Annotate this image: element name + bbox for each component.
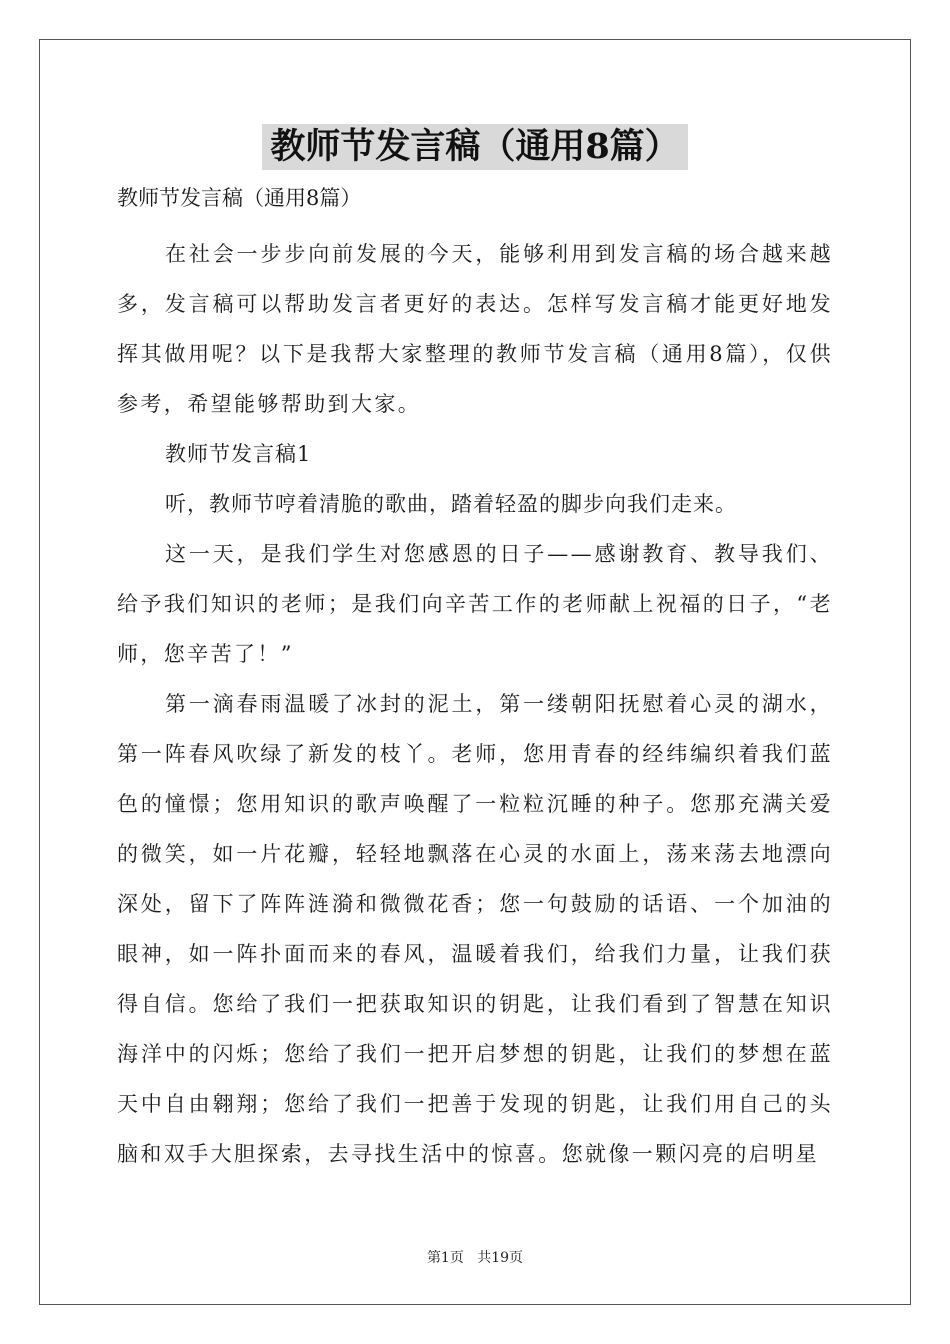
body-paragraph: 这一天，是我们学生对您感恩的日子——感谢教育、教导我们、给予我们知识的老师；是我们向辛苦工作的老师献上祝福的日子，“老师，您辛苦了！” [117,542,833,666]
page-footer [0,1248,950,1268]
document-title: 教师节发言稿（通用8篇） [262,124,687,170]
title-block [0,124,950,170]
page-total: 共19页 [477,1250,524,1266]
intro-paragraph: 在社会一步步向前发展的今天，能够利用到发言稿的场合越来越多，发言稿可以帮助发言者更好的表达。怎样写发言稿才能更好地发挥其做用呢？以下是我帮大家整理的教师节发言稿（通用8篇），仅供参考，希望能够帮助到大家。 [117,242,833,416]
page-number: 第1页 [426,1250,464,1266]
section-heading: 教师节发言稿1 [165,442,312,466]
body-paragraph: 听，教师节哼着清脆的歌曲，踏着轻盈的脚步向我们走来。 [165,492,737,516]
document-body [117,229,833,1179]
body-paragraph: 第一滴春雨温暖了冰封的泥土，第一缕朝阳抚慰着心灵的湖水，第一阵春风吹绿了新发的枝丫。老师，您用青春的经纬编织着我们蓝色的憧憬；您用知识的歌声唤醒了一粒粒沉睡的种子。您那充满关爱的微笑，如一片花瓣，轻轻地飘落在心灵的水面上，荡来荡去地漂向深处，留下了阵阵涟漪和微微花香；您一句鼓励的话语、一个加油的眼神，如一阵扑面而来的春风，温暖着我们，给我们力量，让我们获得自信。您给了我们一把获取知识的钥匙，让我们看到了智慧在知识海洋中的闪烁；您给了我们一把开启梦想的钥匙，让我们的梦想在蓝天中自由翱翔；您给了我们一把善于发现的钥匙，让我们用自己的头脑和双手大胆探索，去寻找生活中的惊喜。您就像一颗闪亮的启明星 [117,692,833,1166]
document-subtitle: 教师节发言稿（通用8篇） [117,186,362,210]
